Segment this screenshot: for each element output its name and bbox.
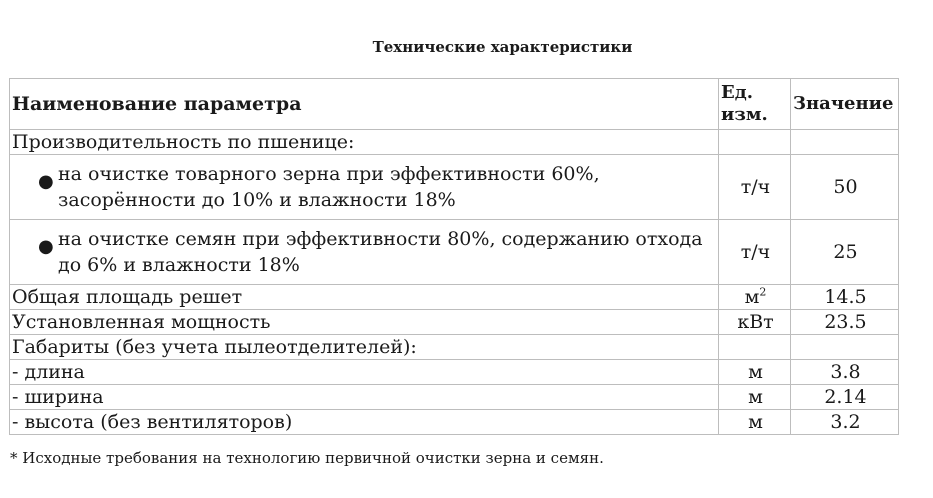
unit-cell: м bbox=[719, 360, 791, 385]
unit-cell: м bbox=[719, 410, 791, 435]
param-text: на очистке семян при эффективности 80%, содержанию отхода до 6% и влажности 18% bbox=[58, 228, 703, 276]
param-cell bbox=[10, 155, 719, 220]
unit-cell: т/ч bbox=[719, 155, 791, 220]
unit-cell: т/ч bbox=[719, 220, 791, 285]
unit-cell: кВт bbox=[719, 310, 791, 335]
bullet-icon: ● bbox=[38, 171, 54, 192]
table-row bbox=[10, 220, 899, 285]
value-cell: 23.5 bbox=[791, 310, 899, 335]
table-row bbox=[10, 285, 899, 310]
value-cell bbox=[791, 335, 899, 360]
document-title: Технические характеристики bbox=[372, 38, 633, 56]
param-cell: Установленная мощность bbox=[10, 310, 719, 335]
table-row bbox=[10, 310, 899, 335]
footnote: * Исходные требования на технологию первичной очистки зерна и семян. bbox=[10, 449, 604, 467]
param-cell: - высота (без вентиляторов) bbox=[10, 410, 719, 435]
param-cell: - длина bbox=[10, 360, 719, 385]
value-cell: 3.8 bbox=[791, 360, 899, 385]
value-cell: 2.14 bbox=[791, 385, 899, 410]
value-cell: 25 bbox=[791, 220, 899, 285]
param-cell: Производительность по пшенице: bbox=[10, 130, 719, 155]
param-cell: Габариты (без учета пылеотделителей): bbox=[10, 335, 719, 360]
param-text: на очистке товарного зерна при эффективности 60%, засорённости до 10% и влажности 18% bbox=[58, 163, 600, 211]
unit-cell: м bbox=[719, 385, 791, 410]
header-param: Наименование параметра bbox=[10, 79, 719, 130]
header-unit: Ед. изм. bbox=[719, 79, 791, 130]
table-row bbox=[10, 360, 899, 385]
table-row bbox=[10, 385, 899, 410]
param-cell: Общая площадь решет bbox=[10, 285, 719, 310]
value-cell: 3.2 bbox=[791, 410, 899, 435]
unit-cell bbox=[719, 285, 791, 310]
unit-text: м bbox=[744, 286, 760, 308]
unit-cell bbox=[719, 130, 791, 155]
value-cell: 14.5 bbox=[791, 285, 899, 310]
table-row bbox=[10, 130, 899, 155]
specs-table bbox=[9, 78, 899, 435]
table-header-row bbox=[10, 79, 899, 130]
table-row bbox=[10, 335, 899, 360]
table-row bbox=[10, 155, 899, 220]
unit-superscript: 2 bbox=[759, 285, 767, 299]
value-cell: 50 bbox=[791, 155, 899, 220]
bullet-icon: ● bbox=[38, 236, 54, 257]
unit-cell bbox=[719, 335, 791, 360]
header-value: Значение bbox=[791, 79, 899, 130]
table-row bbox=[10, 410, 899, 435]
param-cell bbox=[10, 220, 719, 285]
param-cell: - ширина bbox=[10, 385, 719, 410]
value-cell bbox=[791, 130, 899, 155]
